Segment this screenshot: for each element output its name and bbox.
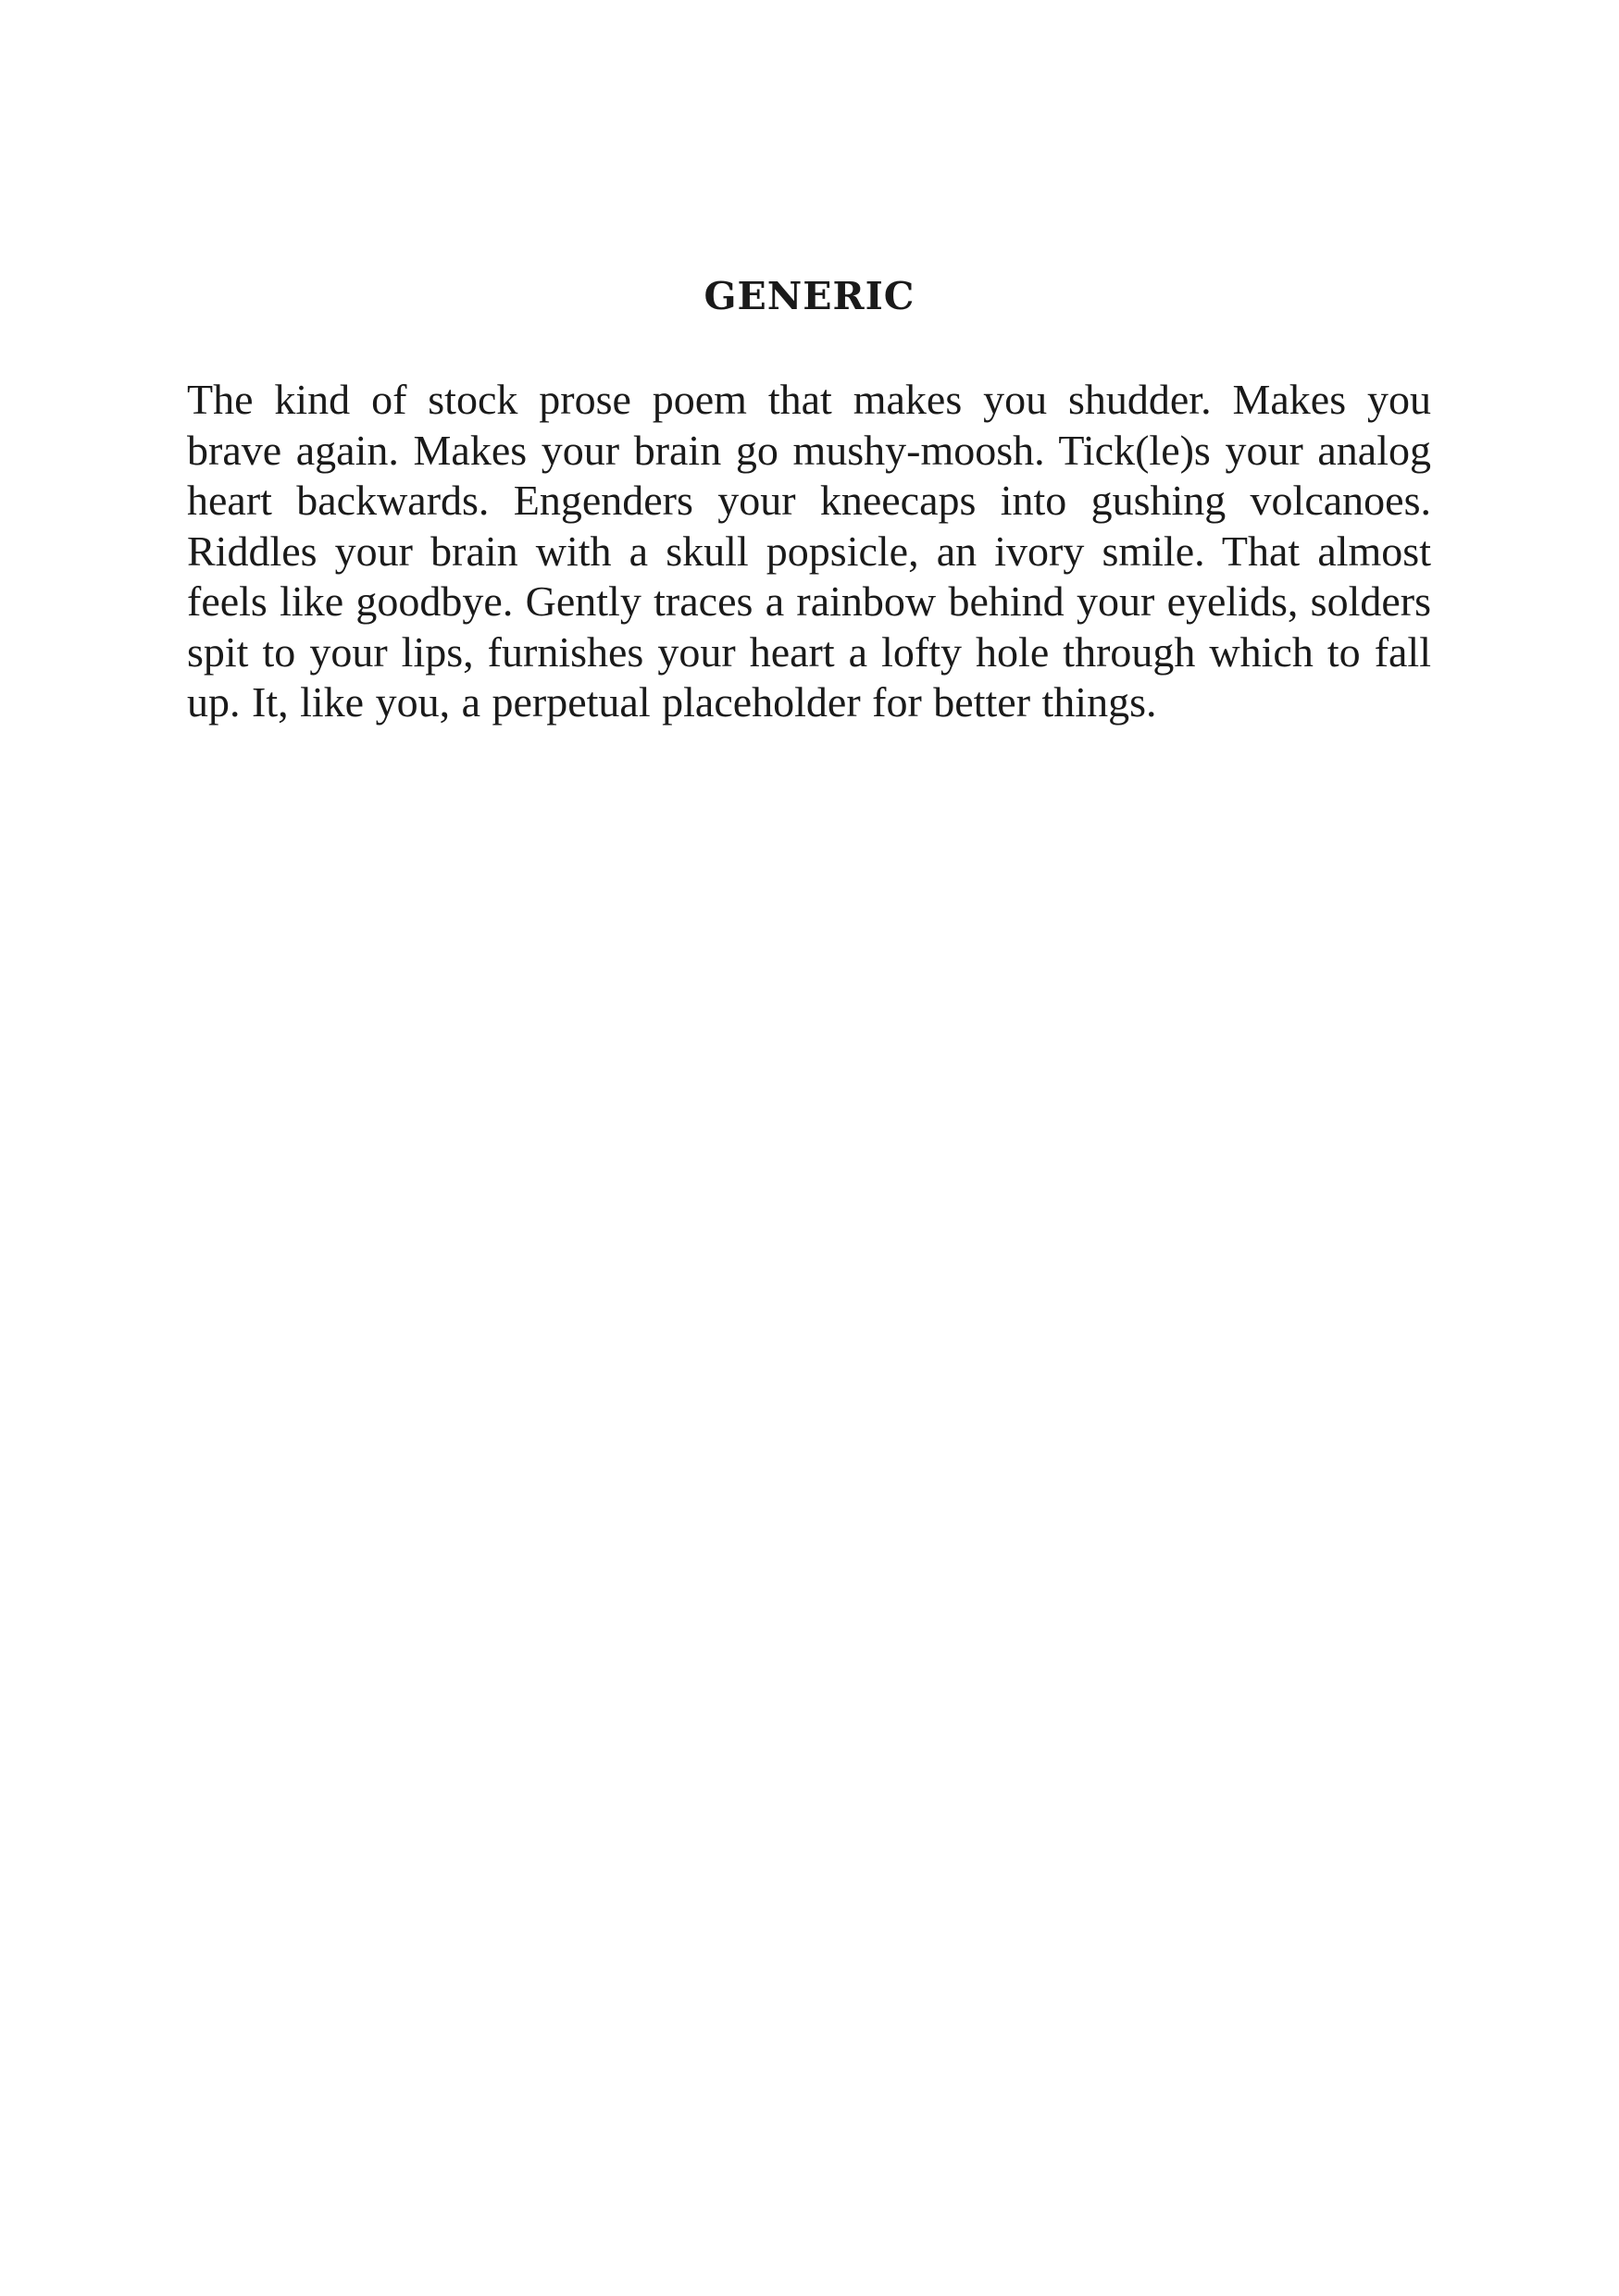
poem-title: GENERIC: [704, 274, 915, 318]
poem-body: The kind of stock prose poem that makes you shudder. Makes you brave again. Makes your brain go mushy-moosh. Tick(le)s your analog heart backwards. Engenders your kneecaps into gushing volcanoes. Riddles your brain with a skull popsicle, an ivory smile. That almost feels like goodbye. Gently traces a rainbow behind your eyelids, solders spit to your lips, furnishes your heart a lofty hole through which to fall up. It, like you, a perpetual placeholder for better things.: [187, 376, 1431, 726]
